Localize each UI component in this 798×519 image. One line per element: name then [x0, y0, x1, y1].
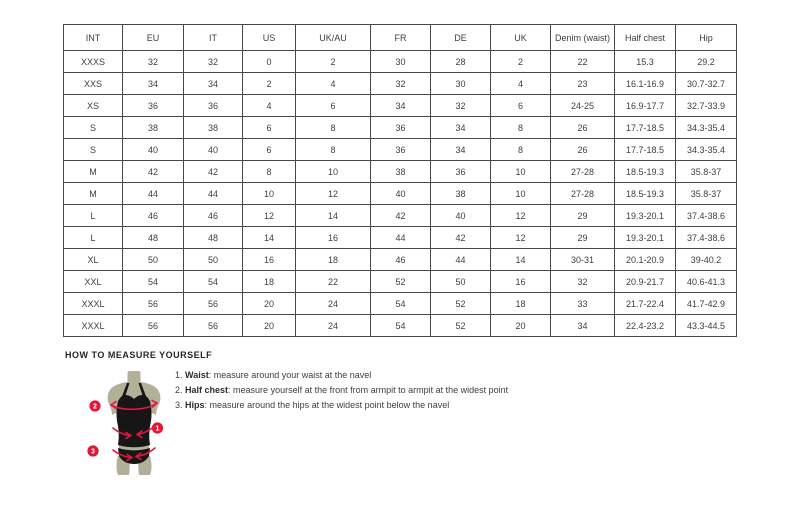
hips-badge — [87, 445, 98, 456]
column-header: Half chest — [615, 25, 676, 51]
size-cell: 24-25 — [551, 95, 615, 117]
size-cell: 2 — [491, 51, 551, 73]
size-cell: 12 — [243, 205, 296, 227]
size-cell: 16.9-17.7 — [615, 95, 676, 117]
chest-badge — [89, 400, 100, 411]
size-chart-header — [64, 25, 737, 51]
size-cell: 14 — [491, 249, 551, 271]
size-cell: 29 — [551, 205, 615, 227]
step-number: 1. — [175, 370, 183, 380]
size-cell: 32 — [371, 73, 431, 95]
size-cell: 2 — [243, 73, 296, 95]
size-cell: 38 — [123, 117, 184, 139]
column-header: INT — [64, 25, 123, 51]
size-cell: 20.9-21.7 — [615, 271, 676, 293]
size-cell: 32 — [431, 95, 491, 117]
step-text: : measure around the hips at the widest point below the navel — [204, 400, 450, 410]
size-cell: 8 — [296, 139, 371, 161]
size-cell: S — [64, 117, 123, 139]
size-cell: 8 — [491, 139, 551, 161]
size-cell: 10 — [243, 183, 296, 205]
size-cell: 12 — [296, 183, 371, 205]
size-cell: 16.1-16.9 — [615, 73, 676, 95]
size-cell: 6 — [243, 139, 296, 161]
size-cell: 48 — [123, 227, 184, 249]
size-cell: 42 — [431, 227, 491, 249]
step-label: Half chest — [185, 385, 229, 395]
size-cell: 20.1-20.9 — [615, 249, 676, 271]
size-cell: 50 — [431, 271, 491, 293]
size-cell: 32 — [123, 51, 184, 73]
size-cell: 16 — [243, 249, 296, 271]
size-cell: XXXL — [64, 293, 123, 315]
size-cell: 6 — [491, 95, 551, 117]
size-cell: 24 — [296, 293, 371, 315]
size-cell: XS — [64, 95, 123, 117]
garment-top — [117, 395, 152, 447]
size-cell: 2 — [296, 51, 371, 73]
size-cell: M — [64, 183, 123, 205]
size-cell: 4 — [491, 73, 551, 95]
size-cell: 44 — [371, 227, 431, 249]
size-cell: 40 — [184, 139, 243, 161]
size-row — [64, 183, 737, 205]
size-cell: 32.7-33.9 — [676, 95, 737, 117]
size-cell: M — [64, 161, 123, 183]
size-cell: 38 — [184, 117, 243, 139]
measurement-figure — [84, 368, 184, 480]
size-cell: 40 — [431, 205, 491, 227]
size-cell: 35.8-37 — [676, 183, 737, 205]
size-cell: 38 — [371, 161, 431, 183]
size-cell: 14 — [296, 205, 371, 227]
waist-badge — [152, 422, 163, 433]
size-cell: XXXL — [64, 315, 123, 337]
size-cell: 22 — [296, 271, 371, 293]
size-cell: 12 — [491, 227, 551, 249]
size-cell: 30 — [371, 51, 431, 73]
size-cell: 8 — [491, 117, 551, 139]
column-header: EU — [123, 25, 184, 51]
size-cell: 44 — [123, 183, 184, 205]
size-cell: 28 — [431, 51, 491, 73]
size-row — [64, 139, 737, 161]
size-cell: 32 — [184, 51, 243, 73]
size-cell: 6 — [296, 95, 371, 117]
size-cell: 0 — [243, 51, 296, 73]
size-cell: 8 — [243, 161, 296, 183]
size-cell: 36 — [123, 95, 184, 117]
size-cell: 20 — [243, 293, 296, 315]
column-header: US — [243, 25, 296, 51]
size-cell: 35.8-37 — [676, 161, 737, 183]
size-cell: L — [64, 227, 123, 249]
size-cell: 52 — [371, 271, 431, 293]
column-header: Denim (waist) — [551, 25, 615, 51]
size-cell: 30.7-32.7 — [676, 73, 737, 95]
step-text: : measure yourself at the front from armpit to armpit at the widest point — [228, 385, 509, 395]
size-cell: 54 — [371, 315, 431, 337]
size-cell: 18.5-19.3 — [615, 183, 676, 205]
size-cell: 16 — [296, 227, 371, 249]
size-chart — [63, 24, 737, 337]
size-cell: 20 — [491, 315, 551, 337]
mannequin-illustration — [84, 368, 184, 480]
size-cell: 32 — [551, 271, 615, 293]
svg-text:1: 1 — [155, 425, 160, 433]
size-cell: 46 — [371, 249, 431, 271]
measure-step-hips — [175, 398, 508, 413]
size-cell: 12 — [491, 205, 551, 227]
size-cell: 34.3-35.4 — [676, 117, 737, 139]
size-cell: 10 — [491, 161, 551, 183]
step-number: 3. — [175, 400, 183, 410]
size-chart-table — [63, 24, 737, 337]
size-cell: 48 — [184, 227, 243, 249]
size-cell: 54 — [184, 271, 243, 293]
size-cell: 34 — [371, 95, 431, 117]
size-chart-body — [64, 51, 737, 337]
size-cell: 52 — [431, 315, 491, 337]
size-cell: 34 — [551, 315, 615, 337]
size-cell: 34 — [431, 117, 491, 139]
size-cell: XXS — [64, 73, 123, 95]
size-row — [64, 293, 737, 315]
step-number: 2. — [175, 385, 183, 395]
size-cell: 15.3 — [615, 51, 676, 73]
size-row — [64, 227, 737, 249]
measure-steps — [175, 368, 508, 413]
column-header: UK — [491, 25, 551, 51]
size-cell: 36 — [371, 117, 431, 139]
size-cell: 56 — [184, 293, 243, 315]
size-cell: 36 — [371, 139, 431, 161]
size-cell: 8 — [296, 117, 371, 139]
size-cell: 23 — [551, 73, 615, 95]
size-cell: 33 — [551, 293, 615, 315]
size-cell: 21.7-22.4 — [615, 293, 676, 315]
size-cell: 42 — [371, 205, 431, 227]
size-cell: 41.7-42.9 — [676, 293, 737, 315]
measure-step-waist — [175, 368, 508, 383]
size-cell: 40 — [371, 183, 431, 205]
step-label: Waist — [185, 370, 209, 380]
size-cell: 18.5-19.3 — [615, 161, 676, 183]
size-cell: 30-31 — [551, 249, 615, 271]
size-cell: 19.3-20.1 — [615, 227, 676, 249]
size-cell: 6 — [243, 117, 296, 139]
size-cell: 17.7-18.5 — [615, 139, 676, 161]
step-text: : measure around your waist at the navel — [208, 370, 372, 380]
size-cell: 24 — [296, 315, 371, 337]
size-cell: 50 — [184, 249, 243, 271]
size-cell: 36 — [184, 95, 243, 117]
size-cell: 30 — [431, 73, 491, 95]
size-cell: 46 — [123, 205, 184, 227]
size-cell: 26 — [551, 117, 615, 139]
size-cell: 10 — [491, 183, 551, 205]
size-cell: 56 — [123, 293, 184, 315]
size-cell: 18 — [243, 271, 296, 293]
size-cell: 29 — [551, 227, 615, 249]
size-cell: 20 — [243, 315, 296, 337]
size-cell: 26 — [551, 139, 615, 161]
size-cell: 18 — [296, 249, 371, 271]
size-row — [64, 205, 737, 227]
size-cell: 37.4-38.6 — [676, 205, 737, 227]
size-cell: 4 — [243, 95, 296, 117]
size-cell: 44 — [431, 249, 491, 271]
size-cell: 54 — [371, 293, 431, 315]
size-cell: 27-28 — [551, 161, 615, 183]
size-cell: 17.7-18.5 — [615, 117, 676, 139]
size-cell: 39-40.2 — [676, 249, 737, 271]
size-cell: 54 — [123, 271, 184, 293]
size-cell: 56 — [184, 315, 243, 337]
size-cell: 52 — [431, 293, 491, 315]
column-header: UK/AU — [296, 25, 371, 51]
size-row — [64, 249, 737, 271]
size-cell: 16 — [491, 271, 551, 293]
size-cell: 56 — [123, 315, 184, 337]
column-header: IT — [184, 25, 243, 51]
size-cell: 27-28 — [551, 183, 615, 205]
size-cell: 46 — [184, 205, 243, 227]
size-cell: XXXS — [64, 51, 123, 73]
size-cell: 38 — [431, 183, 491, 205]
size-cell: XXL — [64, 271, 123, 293]
column-header: FR — [371, 25, 431, 51]
size-cell: 50 — [123, 249, 184, 271]
size-row — [64, 315, 737, 337]
size-cell: 22 — [551, 51, 615, 73]
size-cell: 14 — [243, 227, 296, 249]
size-cell: L — [64, 205, 123, 227]
svg-text:3: 3 — [91, 448, 95, 456]
size-cell: 10 — [296, 161, 371, 183]
size-row — [64, 95, 737, 117]
size-cell: 34 — [123, 73, 184, 95]
size-cell: 34 — [184, 73, 243, 95]
size-cell: 34 — [431, 139, 491, 161]
size-cell: 29.2 — [676, 51, 737, 73]
size-cell: 4 — [296, 73, 371, 95]
size-cell: 42 — [184, 161, 243, 183]
size-cell: 19.3-20.1 — [615, 205, 676, 227]
size-cell: 40.6-41.3 — [676, 271, 737, 293]
size-cell: 22.4-23.2 — [615, 315, 676, 337]
column-header: DE — [431, 25, 491, 51]
size-cell: S — [64, 139, 123, 161]
size-cell: 43.3-44.5 — [676, 315, 737, 337]
size-cell: 34.3-35.4 — [676, 139, 737, 161]
column-header: Hip — [676, 25, 737, 51]
size-cell: 42 — [123, 161, 184, 183]
svg-text:2: 2 — [93, 403, 97, 411]
size-row — [64, 51, 737, 73]
size-cell: 40 — [123, 139, 184, 161]
size-cell: XL — [64, 249, 123, 271]
measure-step-half-chest — [175, 383, 508, 398]
size-cell: 36 — [431, 161, 491, 183]
measure-section-title: HOW TO MEASURE YOURSELF — [65, 350, 213, 360]
size-row — [64, 271, 737, 293]
size-cell: 44 — [184, 183, 243, 205]
size-row — [64, 73, 737, 95]
step-label: Hips — [185, 400, 205, 410]
size-row — [64, 161, 737, 183]
size-cell: 18 — [491, 293, 551, 315]
size-row — [64, 117, 737, 139]
size-cell: 37.4-38.6 — [676, 227, 737, 249]
